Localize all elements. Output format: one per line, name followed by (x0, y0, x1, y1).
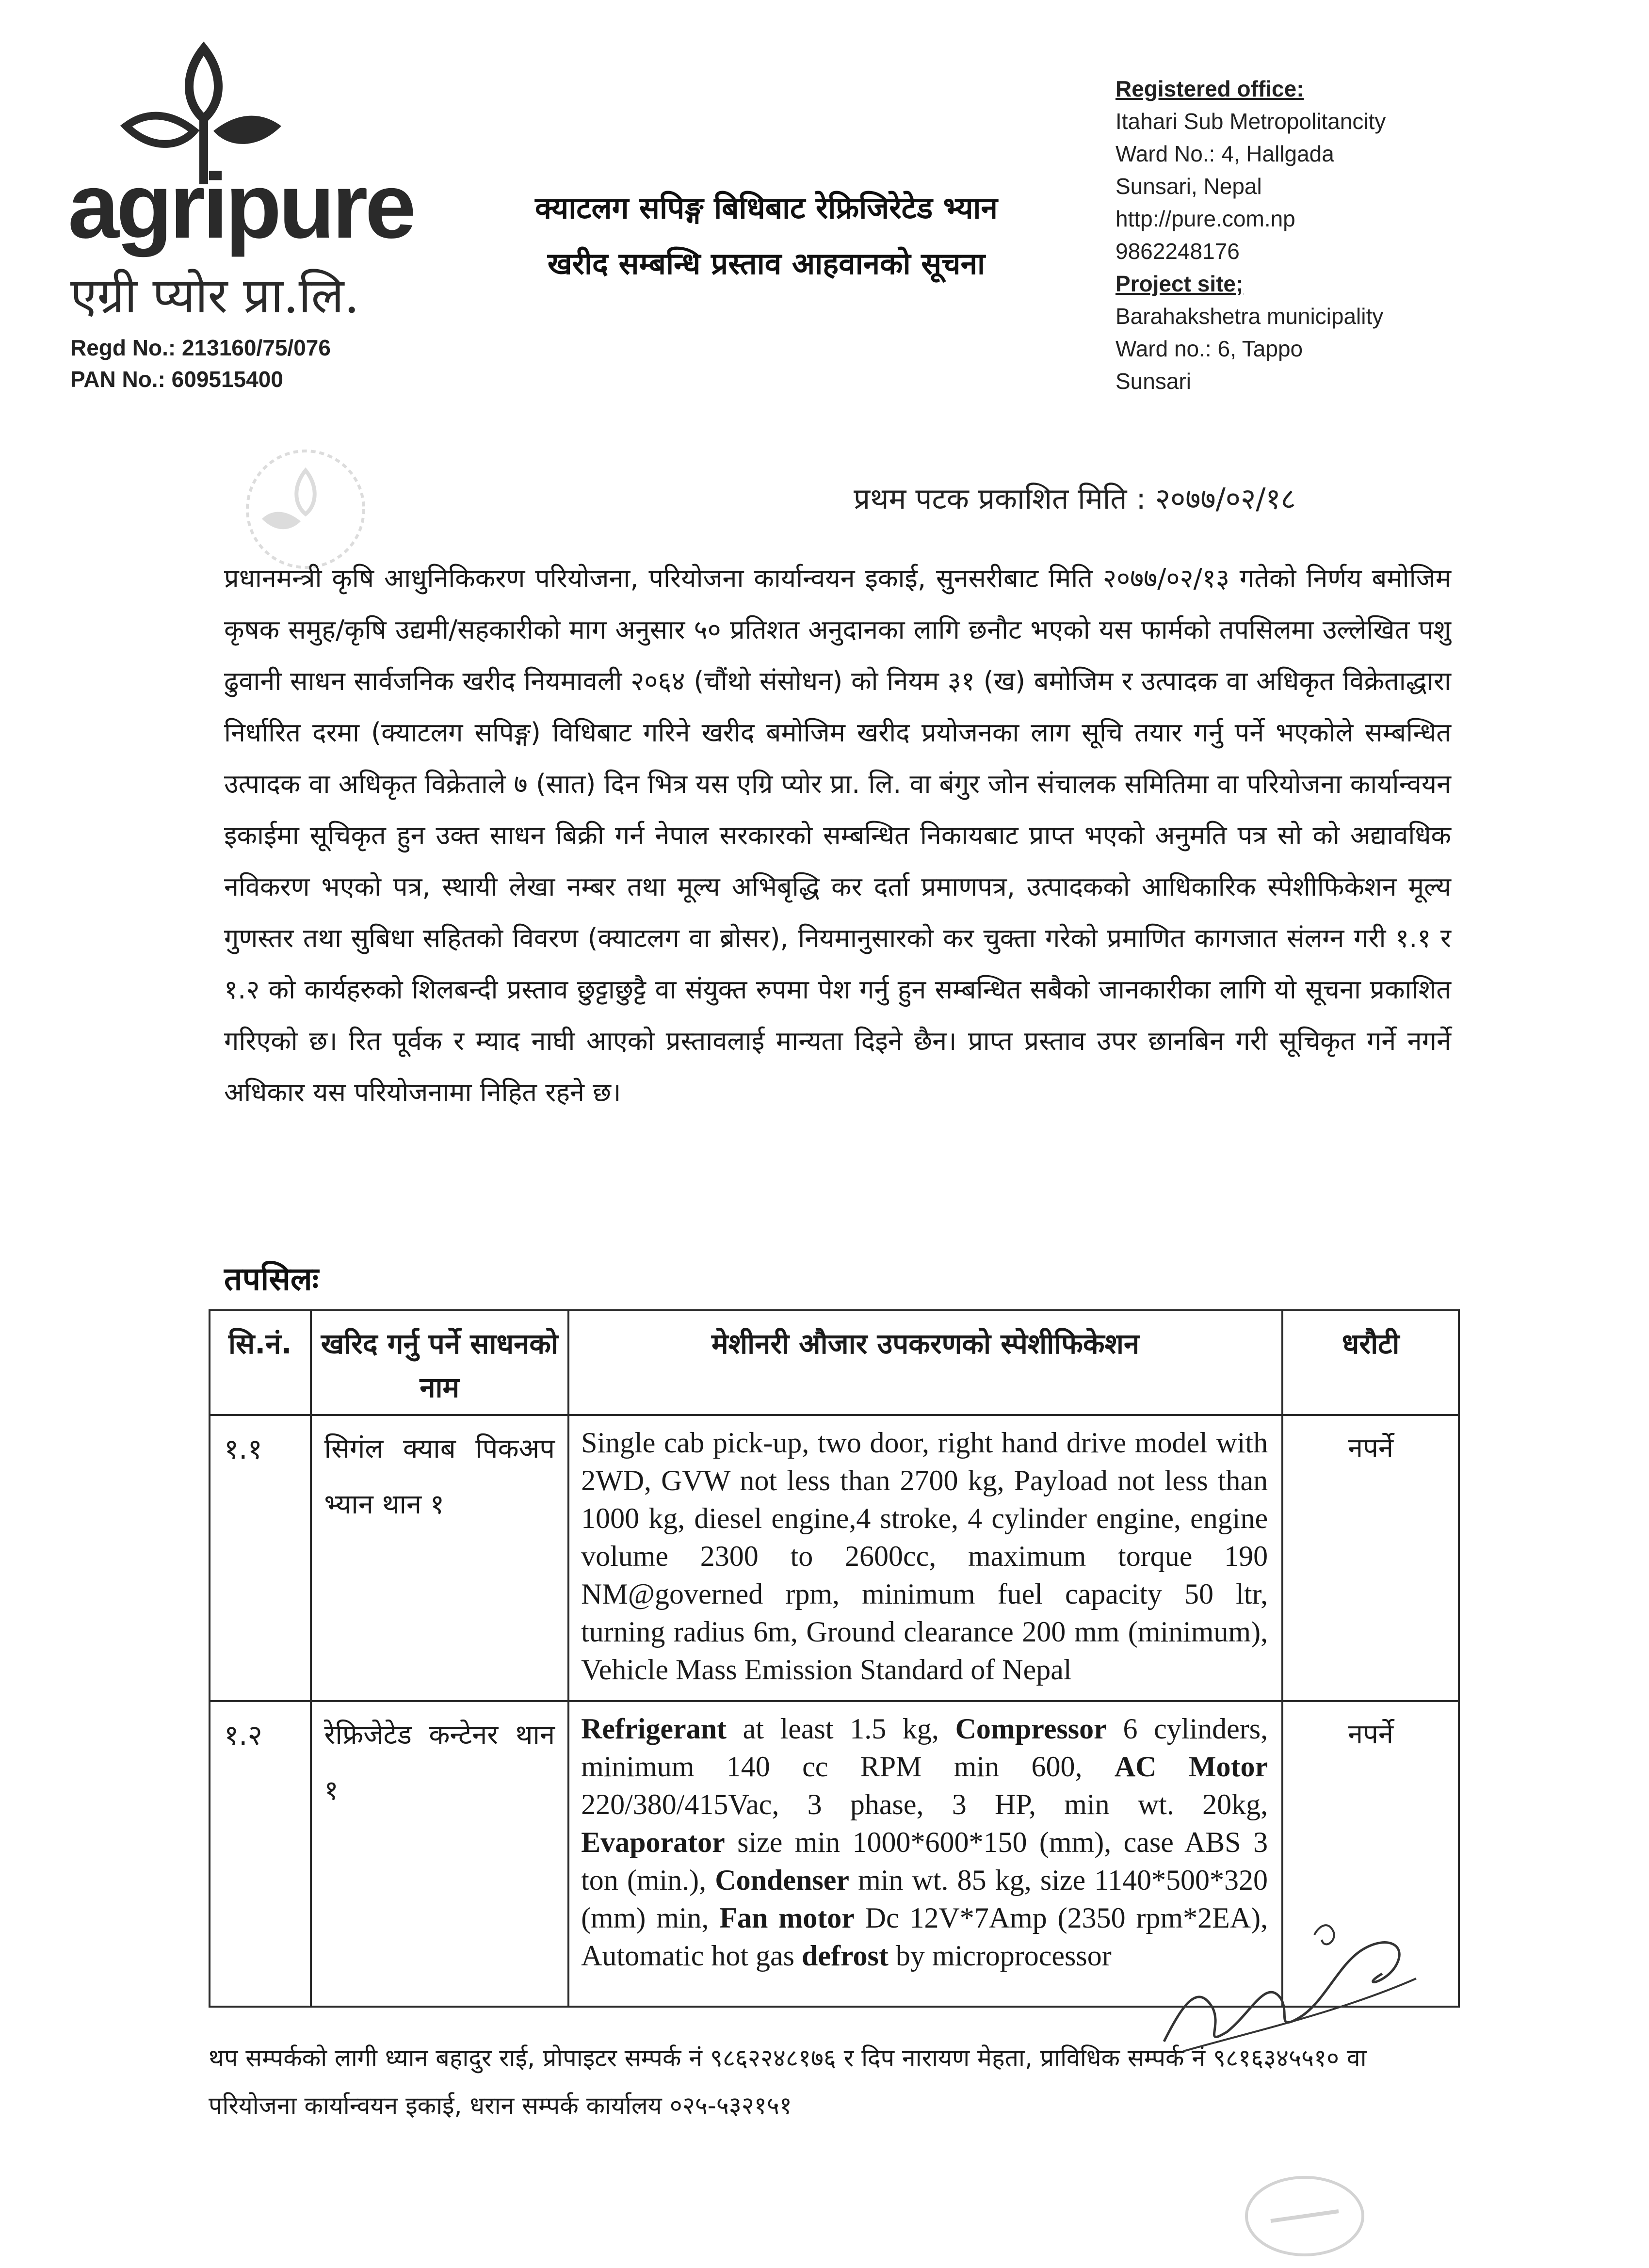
spec-text: at least 1.5 kg, (726, 1713, 955, 1745)
website-link[interactable]: http://pure.com.np (1116, 206, 1295, 231)
notice-headline-line2: खरीद सम्बन्धि प्रस्ताव आहवानको सूचना (547, 246, 986, 281)
brand-name-devanagari: एग्री प्योर प्रा.लि. (70, 267, 360, 324)
notice-headline-line1: क्याटलग सपिङ्ग बिधिबाट रेफ्रिजिरेटेड भ्यान (535, 190, 998, 225)
contact-footer: थप सम्पर्कको लागी ध्यान बहादुर राई, प्रोपाइटर सम्पर्क नं ९८६२२४८१७६ र दिप नारायण मेहता, प्राविधिक सम्पर्क नं ९८१६३४५५१० वा परियोजना कार्यान्वयन इकाई, धरान सम्पर्क कार्यालय ०२५-५३२१५१ (209, 2044, 1367, 2120)
row-item-name: रेफ्रिजेटेड कन्टेनर थान १ (311, 1701, 569, 2007)
spec-text: by microprocessor (888, 1940, 1112, 1972)
notice-body-paragraph: प्रधानमन्त्री कृषि आधुनिकिकरण परियोजना, परियोजना कार्यान्वयन इकाई, सुनसरीबाट मिति २०७७/०२/१३ गतेको निर्णय बमोजिम कृषक समुह/कृषि उद्यमी/सहकारीको माग अनुसार ५० प्रतिशत अनुदानका लागि छनौट भएको यस फार्मको तपसिलमा उल्लेखित पशु ढुवानी साधन सार्वजनिक खरीद नियमावली २०६४ (चौंथो संसोधन) को नियम ३१ (ख) बमोजिम र उत्पादक वा अधिकृत विक्रेताद्धारा निर्धारित दरमा (क्याटलग सपिङ्ग) विधिबाट गरिने खरीद बमोजिम खरीद प्रयोजनका लाग सूचि तयार गर्नु पर्ने भएकोले सम्बन्धित उत्पादक वा अधिकृत विक्रेताले ७ (सात) दिन भित्र यस एग्रि प्योर प्रा. लि. वा बंगुर जोन संचालक समितिमा वा परियोजना कार्यान्वयन इकाईमा सूचिकृत हुन उक्त साधन बिक्री गर्न नेपाल सरकारको सम्बन्धित निकायबाट प्राप्त भएको अनुमति पत्र सो को अद्यावधिक नविकरण भएको पत्र, स्थायी लेखा नम्बर तथा मूल्य अभिबृद्धि कर दर्ता प्रमाणपत्र, उत्पादकको आधिकारिक स्पेशीफिकेशन मूल्य गुणस्तर तथा सुबिधा सहितको विवरण (क्याटलग वा ब्रोसर), नियमानुसारको कर चुक्ता गरेको प्रमाणित कागजात संलग्न गरी १.१ र १.२ को कार्यहरुको शिलबन्दी प्रस्ताव छुट्टाछुट्टै वा संयुक्त रुपमा पेश गर्नु हुन सम्बन्धित सबैको जानकारीका लागि यो सूचना प्रकाशित गरिएको छ। रित पूर्वक र म्याद नाघी आएको प्रस्तावलाई मान्यता दिइने छैन। प्राप्त प्रस्ताव उपर छानबिन गरी सूचिकृत गर्ने नगर्ने अधिकार यस परियोजनामा निहित रहने छ। (224, 563, 1451, 1108)
project-site-line: Barahakshetra municipality (1116, 304, 1384, 329)
spec-text: Dc 12V*7Amp (2350 rpm*2EA), Automatic hot gas (581, 1902, 1268, 1972)
brand-logo-text: agripure (68, 155, 414, 257)
table-row (210, 1415, 1459, 1701)
header-specification: मेशीनरी औजार उपकरणको स्पेशीफिकेशन (568, 1310, 1282, 1415)
project-site-line: Ward no.: 6, Tappo (1116, 336, 1303, 361)
header-item-name: खरिद गर्नु पर्ने साधनको नाम (311, 1310, 569, 1415)
spec-text: 220/380/415Vac, 3 phase, 3 HP, min wt. 20kg, (581, 1788, 1268, 1820)
row-item-name: सिगंल क्याब पिकअप भ्यान थान १ (311, 1415, 569, 1701)
spec-text: min wt. 85 kg, size 1140*500*320 (mm) min, (581, 1864, 1268, 1934)
registered-office-line: Ward No.: 4, Hallgada (1116, 141, 1334, 166)
pan-number: PAN No.: 609515400 (70, 367, 283, 392)
spec-text: 6 cylinders, minimum 140 cc RPM min 600, (581, 1713, 1268, 1783)
row-serial-no: १.१ (210, 1415, 311, 1701)
specification-table (209, 1309, 1460, 2008)
registration-number: Regd No.: 213160/75/076 (70, 335, 331, 360)
registered-office-line: Itahari Sub Metropolitancity (1116, 109, 1386, 134)
spec-term-fan-motor: Fan motor (719, 1902, 855, 1934)
registered-office-heading: Registered office: (1116, 76, 1304, 101)
registered-office-line: Sunsari, Nepal (1116, 174, 1262, 199)
row-deposit: नपर्ने (1282, 1415, 1459, 1701)
spec-text: size min 1000*600*150 (mm), case ABS 3 ton (min.), (581, 1826, 1268, 1896)
header-deposit: धरौटी (1282, 1310, 1459, 1415)
spec-term-compressor: Compressor (955, 1713, 1107, 1745)
table-header-row (210, 1310, 1459, 1415)
spec-term-refrigerant: Refrigerant (581, 1713, 727, 1745)
details-heading: तपसिलः (224, 1260, 319, 1298)
row-serial-no: १.२ (210, 1701, 311, 2007)
row-specification: Single cab pick-up, two door, right hand drive model with 2WD, GVW not less than 2700 kg, Payload not less than 1000 kg, diesel engine,4 stroke, 4 cylinder engine, engine volume 2300 to 2600cc, maximum torque 190 NM@governed rpm, minimum fuel capacity 50 ltr, turning radius 6m, Ground clearance 200 mm (minimum), Vehicle Mass Emission Standard of Nepal (568, 1415, 1282, 1701)
signature-icon (1154, 1906, 1426, 2061)
office-address-block (1116, 73, 1630, 398)
row-deposit: नपर्ने (1282, 1701, 1459, 2007)
header-serial-no: सि.नं. (210, 1310, 311, 1415)
registered-office-phone: 9862248176 (1116, 239, 1240, 264)
spec-term-evaporator: Evaporator (581, 1826, 725, 1858)
spec-term-ac-motor: AC Motor (1114, 1751, 1268, 1783)
spec-term-condenser: Condenser (715, 1864, 849, 1896)
project-site-line: Sunsari (1116, 369, 1191, 394)
watermark-stamp-icon (1242, 2172, 1368, 2260)
published-date: प्रथम पटक प्रकाशित मिति : २०७७/०२/१८ (854, 482, 1296, 516)
project-site-heading: Project site; (1116, 271, 1244, 296)
spec-term-defrost: defrost (802, 1940, 889, 1972)
